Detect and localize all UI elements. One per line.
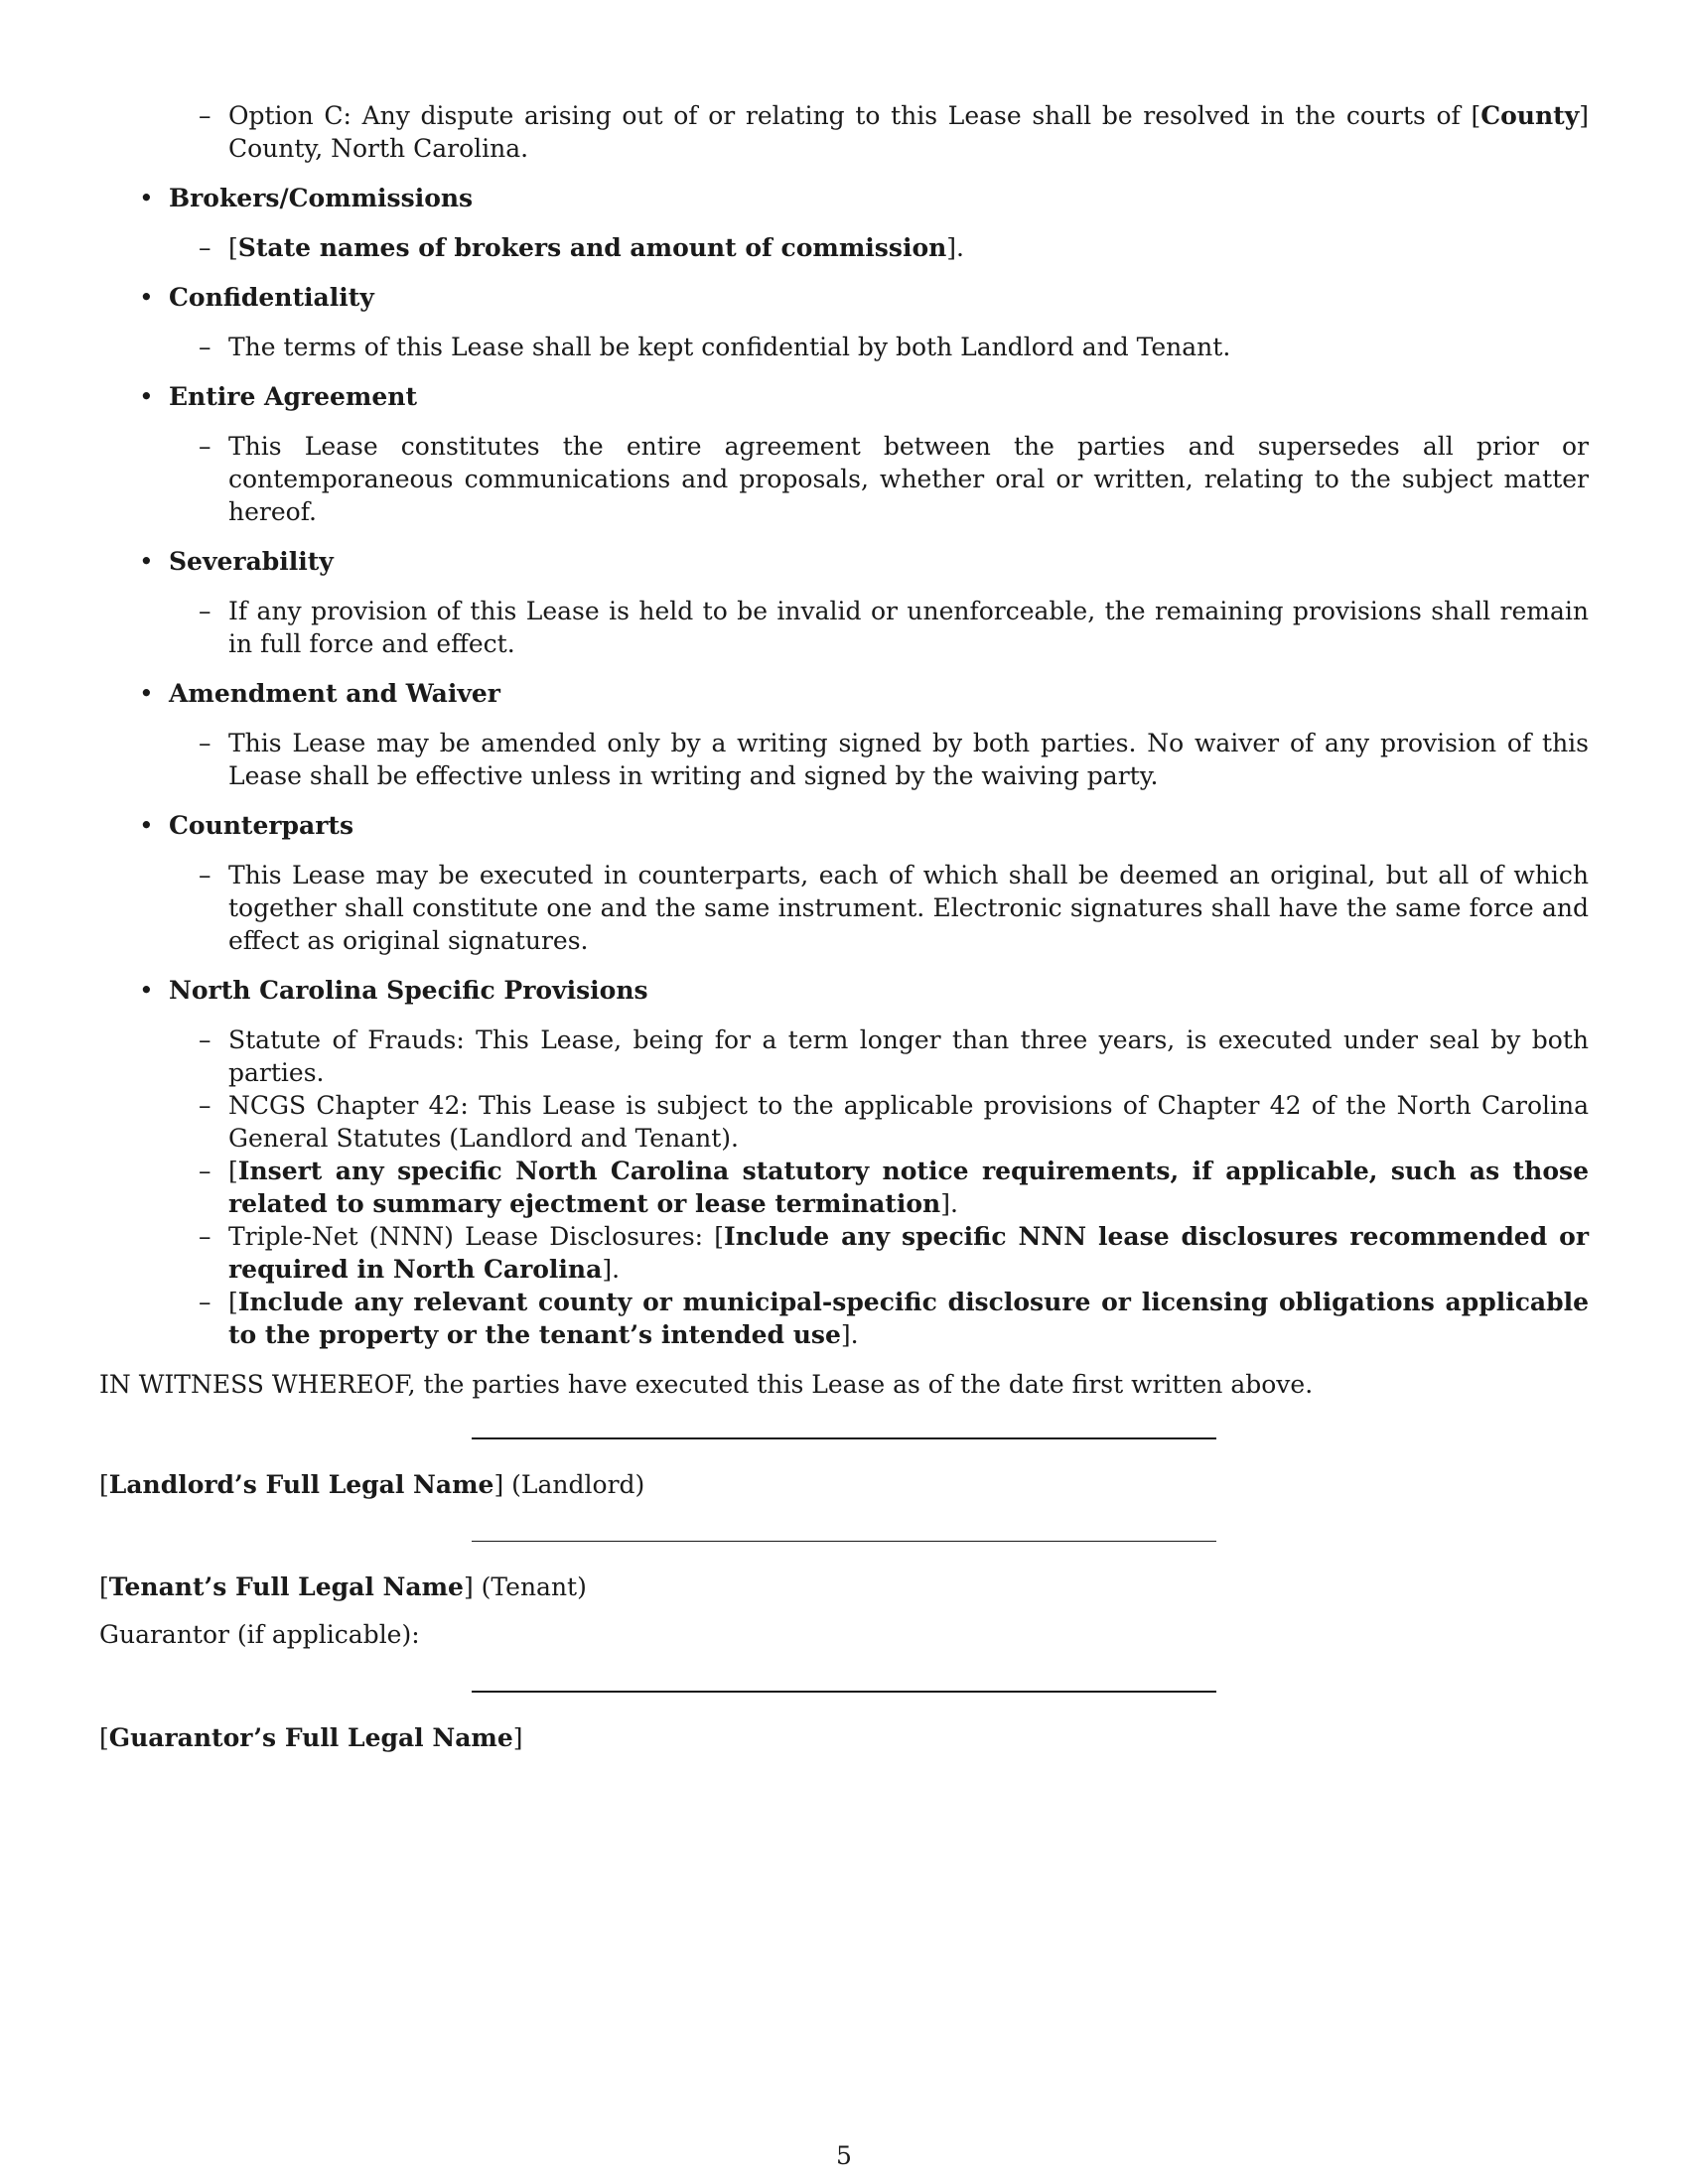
dash-marker: – (199, 1025, 211, 1054)
landlord-name-label: [Landlord’s Full Legal Name] (Landlord) (99, 1470, 645, 1499)
bullet-marker: • (139, 283, 154, 312)
dash-marker: – (199, 432, 211, 461)
list-item-statutory-notice: – [Insert any specific North Carolina statutory notice requirements, if applicable, such as those related to summary ejectment or lease termination]. (199, 1157, 1589, 1218)
county-disclosure-placeholder: Include any relevant county or municipal-specific disclosure or licensing obligations applicable to the property or the tenant’s intended use (228, 1288, 1589, 1349)
guarantor-intro: Guarantor (if applicable): (99, 1620, 420, 1649)
section-continuation (99, 99, 1589, 165)
severability-text: If any provision of this Lease is held to be invalid or unenforceable, the remaining provisions shall remain in full force and effect. (228, 597, 1589, 658)
guarantor-signature-block (99, 1691, 1589, 1754)
landlord-name-placeholder: Landlord’s Full Legal Name (108, 1470, 494, 1499)
list-item-county-disclosure: – [Include any relevant county or municipal-specific disclosure or licensing obligations applicable to the property or the tenant’s intended use]. (199, 1288, 1589, 1349)
nnn-placeholder: Include any specific NNN lease disclosures recommended or required in North Carolina (228, 1222, 1589, 1284)
tenant-role: (Tenant) (481, 1572, 587, 1601)
list-item-counterparts (199, 859, 1589, 957)
landlord-signature-line[interactable] (472, 1437, 1216, 1439)
list-item-ncgs-chapter-42 (199, 1089, 1589, 1155)
brokers-placeholder: State names of brokers and amount of commission (237, 233, 947, 262)
county-placeholder: County (1480, 101, 1580, 130)
dash-marker: – (199, 233, 211, 262)
bullet-marker: • (139, 679, 154, 708)
tenant-name-placeholder: Tenant’s Full Legal Name (108, 1572, 464, 1601)
list-item-entire-agreement (199, 430, 1589, 528)
dash-marker: – (199, 1091, 211, 1120)
continuation-list (169, 99, 1589, 165)
section-title-brokers: Brokers/Commissions (169, 184, 474, 212)
confidentiality-text: The terms of this Lease shall be kept confidential by both Landlord and Tenant. (228, 333, 1231, 361)
bullet-marker: • (139, 547, 154, 576)
ncgs-text: NCGS Chapter 42: This Lease is subject to the applicable provisions of Chapter 42 of the North Carolina General Statutes (Landlord and Tenant). (228, 1091, 1589, 1153)
section-severability (99, 545, 1589, 660)
guarantor-name-placeholder: Guarantor’s Full Legal Name (108, 1723, 513, 1752)
section-title-north-carolina: North Carolina Specific Provisions (169, 976, 648, 1005)
guarantor-name-label: [Guarantor’s Full Legal Name] (99, 1723, 523, 1752)
entire-agreement-text: This Lease constitutes the entire agreement between the parties and supersedes all prior or contemporaneous communications and proposals, whether oral or written, relating to the subject matter hereof. (228, 432, 1589, 526)
list-item-severability (199, 595, 1589, 660)
amendment-text: This Lease may be amended only by a writing signed by both parties. No waiver of any provision of this Lease shall be effective unless in writing and signed by the waiving party. (228, 729, 1589, 790)
section-brokers (99, 182, 1589, 264)
bullet-marker: • (139, 811, 154, 840)
section-title-confidentiality: Confidentiality (169, 283, 374, 312)
dash-marker: – (199, 861, 211, 889)
list-item-brokers: – [State names of brokers and amount of commission]. (199, 233, 964, 262)
section-amendment-waiver (99, 677, 1589, 792)
entire-agreement-list (169, 430, 1589, 528)
list-item-confidentiality (199, 331, 1589, 363)
option-c-text-end: ] County, North Carolina. (228, 101, 1589, 163)
bullet-marker: • (139, 382, 154, 411)
guarantor-signature-line[interactable] (472, 1691, 1216, 1693)
section-entire-agreement (99, 380, 1589, 528)
confidentiality-list (169, 331, 1589, 363)
statute-of-frauds-text: Statute of Frauds: This Lease, being for a term longer than three years, is executed under seal by both parties. (228, 1025, 1589, 1087)
list-item-nnn-disclosures: – Triple-Net (NNN) Lease Disclosures: [Include any specific NNN lease disclosures recommended or required in North Carolina]. (199, 1222, 1589, 1284)
counterparts-text: This Lease may be executed in counterparts, each of which shall be deemed an original, but all of which together shall constitute one and the same instrument. Electronic signatures shall have the same force and effect as original signatures. (228, 861, 1589, 955)
list-item-statute-of-frauds (199, 1024, 1589, 1089)
section-confidentiality (99, 281, 1589, 363)
tenant-signature-block (99, 1541, 1589, 1651)
tenant-name-label: [Tenant’s Full Legal Name] (Tenant) (99, 1572, 587, 1601)
bullet-marker: • (139, 184, 154, 212)
statutory-notice-placeholder: Insert any specific North Carolina statutory notice requirements, if applicable, such as those related to summary ejectment or lease termination (228, 1157, 1589, 1218)
nnn-prefix: Triple-Net (NNN) Lease Disclosures: (228, 1222, 715, 1251)
witness-statement: IN WITNESS WHEREOF, the parties have executed this Lease as of the date first written above. (99, 1370, 1314, 1399)
brokers-list (169, 231, 1589, 264)
north-carolina-list (169, 1024, 1589, 1351)
page-number: 5 (836, 2141, 852, 2170)
section-counterparts (99, 809, 1589, 957)
dash-marker: – (199, 729, 211, 757)
dash-marker: – (199, 1288, 211, 1316)
list-item-option-c (199, 99, 1589, 165)
dash-marker: – (199, 333, 211, 361)
section-title-counterparts: Counterparts (169, 811, 354, 840)
severability-list (169, 595, 1589, 660)
amendment-list (169, 727, 1589, 792)
dash-marker: – (199, 101, 211, 130)
tenant-signature-line[interactable] (472, 1541, 1216, 1542)
document-page (99, 99, 1589, 1754)
section-north-carolina (99, 974, 1589, 1351)
landlord-signature-block (99, 1437, 1589, 1501)
section-title-entire-agreement: Entire Agreement (169, 382, 417, 411)
counterparts-list (169, 859, 1589, 957)
section-title-severability: Severability (169, 547, 334, 576)
bullet-marker: • (139, 976, 154, 1005)
landlord-role: (Landlord) (511, 1470, 645, 1499)
list-item-amendment (199, 727, 1589, 792)
dash-marker: – (199, 1222, 211, 1251)
dash-marker: – (199, 597, 211, 625)
section-title-amendment-waiver: Amendment and Waiver (169, 679, 500, 708)
dash-marker: – (199, 1157, 211, 1185)
option-c-text-start: Option C: Any dispute arising out of or relating to this Lease shall be resolved in the courts of [ (228, 101, 1481, 130)
